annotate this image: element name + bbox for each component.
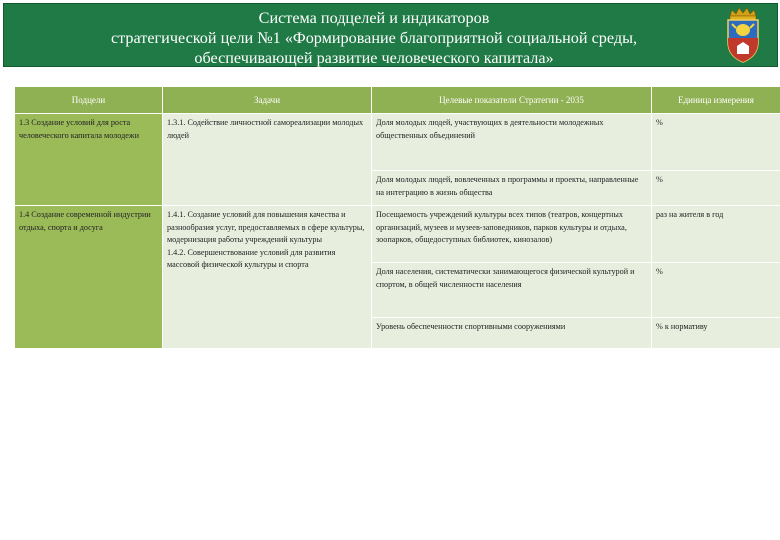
indicator-cell: Уровень обеспеченности спортивными сооружениями — [372, 318, 652, 349]
title-line: Система подцелей и индикаторов — [258, 9, 490, 27]
slide-title — [44, 8, 704, 68]
column-header: Подцели — [15, 87, 163, 114]
table-row — [15, 206, 780, 263]
task-text: 1.4.2. Совершенствование условий для развития массовой физической культуры и спорта — [167, 247, 336, 269]
column-header: Единица измерения — [652, 87, 780, 114]
task-cell — [163, 206, 372, 349]
unit-cell: % — [652, 114, 780, 171]
indicator-cell: Доля молодых людей, участвующих в деятельности молодежных общественных объединений — [372, 114, 652, 171]
column-header: Задачи — [163, 87, 372, 114]
task-cell: 1.3.1. Содействие личностной самореализации молодых людей — [163, 114, 372, 206]
indicator-cell: Посещаемость учреждений культуры всех типов (театров, концертных организаций, музеев и музеев-заповедников, парков культуры и отдыха, зоопарков, общедоступных библиотек, кинозалов) — [372, 206, 652, 263]
table-row — [15, 114, 780, 171]
unit-cell: раз на жителя в год — [652, 206, 780, 263]
subgoals-table — [14, 86, 780, 349]
title-line: обеспечивающей развитие человеческого капитала» — [194, 49, 554, 67]
unit-cell: % — [652, 263, 780, 318]
city-coat-of-arms-icon — [722, 6, 764, 64]
title-banner — [3, 3, 778, 67]
table-header-row — [15, 87, 780, 114]
unit-cell: % к нормативу — [652, 318, 780, 349]
subgoal-cell: 1.4 Создание современной индустрии отдыха, спорта и досуга — [15, 206, 163, 349]
title-line: стратегической цели №1 «Формирование благоприятной социальной среды, — [110, 29, 638, 47]
indicator-cell: Доля населения, систематически занимающегося физической культурой и спортом, в общей численности населения — [372, 263, 652, 318]
indicator-cell: Доля молодых людей, вовлеченных в программы и проекты, направленные на интеграцию в жизнь общества — [372, 171, 652, 206]
unit-cell: % — [652, 171, 780, 206]
subgoal-cell: 1.3 Создание условий для роста человеческого капитала молодежи — [15, 114, 163, 206]
column-header: Целевые показатели Стратегии - 2035 — [372, 87, 652, 114]
task-text: 1.4.1. Создание условий для повышения качества и разнообразия услуг, предоставляемых в сфере культуры, модернизация работы учреждений культуры — [167, 210, 365, 244]
